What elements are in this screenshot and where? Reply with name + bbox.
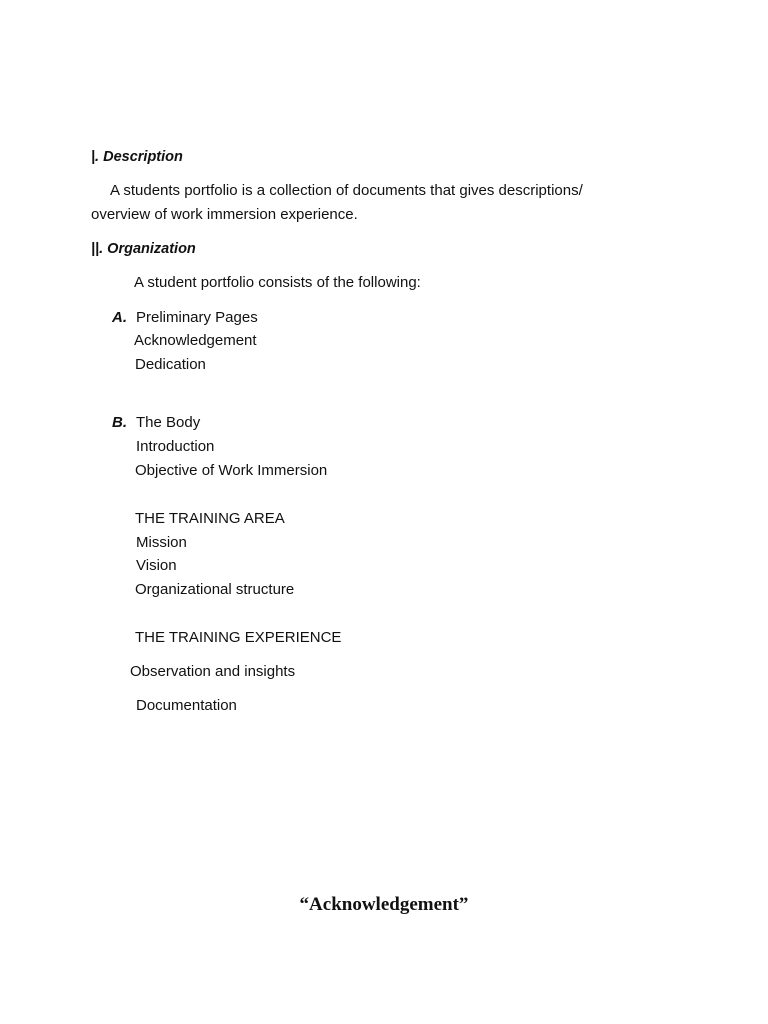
part-a-item: Acknowledgement — [134, 332, 257, 349]
description-paragraph-line-1: A students portfolio is a collection of documents that gives descriptions/ — [110, 182, 583, 199]
part-a-title: Preliminary Pages — [136, 309, 258, 326]
section-description-heading: |. Description — [91, 149, 183, 165]
part-b-item: Introduction — [136, 438, 215, 455]
part-b-title: The Body — [136, 414, 201, 431]
part-a-item: Dedication — [135, 356, 206, 373]
acknowledgement-title: “Acknowledgement” — [299, 894, 469, 915]
part-b-item: Objective of Work Immersion — [135, 462, 328, 479]
description-paragraph-line-2: overview of work immersion experience. — [91, 206, 358, 223]
training-area-title: THE TRAINING AREA — [135, 510, 285, 527]
training-experience-item: Observation and insights — [130, 663, 296, 680]
training-area-item: Vision — [136, 557, 177, 574]
training-experience-item: Documentation — [136, 697, 237, 714]
section-organization-heading: ||. Organization — [91, 241, 196, 257]
organization-intro: A student portfolio consists of the following: — [134, 274, 421, 291]
training-area-item: Mission — [136, 534, 187, 551]
part-b-marker: B. — [112, 414, 127, 431]
part-a-marker: A. — [112, 309, 127, 326]
training-experience-title: THE TRAINING EXPERIENCE — [135, 629, 342, 646]
training-area-item: Organizational structure — [135, 581, 295, 598]
